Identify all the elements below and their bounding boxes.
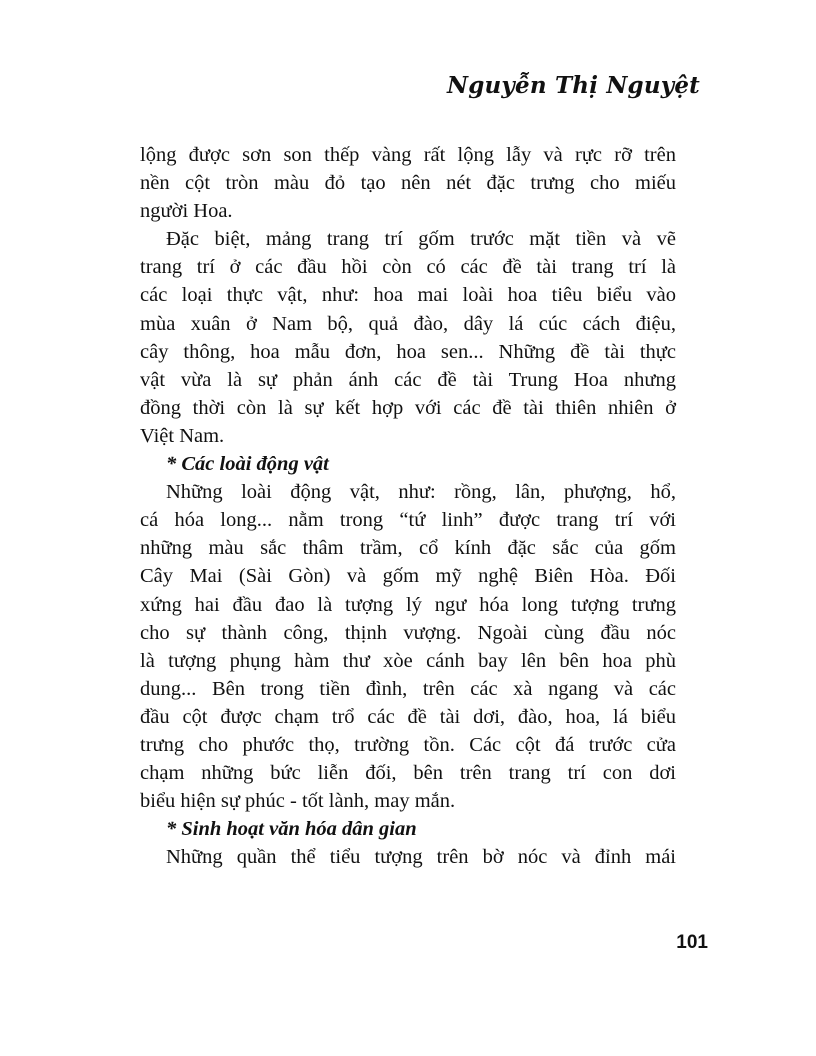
- text-line: xứng hai đầu đao là tượng lý ngư hóa long tượng trưng: [140, 593, 676, 616]
- paragraph: [140, 843, 676, 871]
- text-line: nền cột tròn màu đỏ tạo nên nét đặc trưng cho miếu: [140, 172, 676, 195]
- paragraph: [140, 478, 676, 815]
- text-line: đồng thời còn là sự kết hợp với các đề tài thiên nhiên ở: [140, 396, 676, 419]
- text-line: Những loài động vật, như: rồng, lân, phượng, hổ,: [166, 481, 676, 504]
- paragraph: [140, 225, 676, 450]
- text-line: người Hoa.: [140, 200, 233, 223]
- text-line: vật vừa là sự phản ánh các đề tài Trung Hoa nhưng: [140, 368, 676, 391]
- text-line: đầu cột được chạm trổ các đề tài dơi, đào, hoa, lá biểu: [140, 705, 676, 728]
- section-heading: * Sinh hoạt văn hóa dân gian: [166, 818, 417, 841]
- text-line: trang trí ở các đầu hồi còn có các đề tài trang trí là: [140, 256, 676, 279]
- paragraph: [140, 141, 676, 225]
- text-line: cá hóa long... nằm trong “tứ linh” được trang trí với: [140, 509, 676, 532]
- text-line: là tượng phụng hàm thư xòe cánh bay lên bên hoa phù: [140, 649, 676, 672]
- running-header-author: Nguyễn Thị Nguyệt: [447, 72, 700, 99]
- page-number: 101: [676, 932, 708, 953]
- text-line: cho sự thành công, thịnh vượng. Ngoài cùng đầu nóc: [140, 621, 676, 644]
- text-line: Đặc biệt, mảng trang trí gốm trước mặt tiền và vẽ: [166, 228, 676, 251]
- text-line: cây thông, hoa mẫu đơn, hoa sen... Những đề tài thực: [140, 340, 676, 363]
- text-line: Cây Mai (Sài Gòn) và gốm mỹ nghệ Biên Hòa. Đối: [140, 565, 676, 588]
- body-text: [140, 141, 676, 871]
- section-heading: * Các loài động vật: [166, 453, 329, 476]
- text-line: Những quần thể tiểu tượng trên bờ nóc và đỉnh mái: [166, 846, 676, 869]
- text-line: Việt Nam.: [140, 424, 225, 447]
- text-line: biểu hiện sự phúc - tốt lành, may mắn.: [140, 790, 456, 813]
- text-line: mùa xuân ở Nam bộ, quả đào, dây lá cúc cách điệu,: [140, 312, 676, 335]
- text-line: trưng cho phước thọ, trường tồn. Các cột đá trước cửa: [140, 733, 676, 756]
- text-line: những màu sắc thâm trầm, cổ kính đặc sắc của gốm: [140, 537, 676, 560]
- text-line: lộng được sơn son thếp vàng rất lộng lẫy và rực rỡ trên: [140, 144, 676, 166]
- text-line: các loại thực vật, như: hoa mai loài hoa tiêu biểu vào: [140, 284, 676, 307]
- text-line: chạm những bức liễn đối, bên trên trang trí con dơi: [140, 762, 676, 785]
- text-line: dung... Bên trong tiền đình, trên các xà ngang và các: [140, 677, 676, 700]
